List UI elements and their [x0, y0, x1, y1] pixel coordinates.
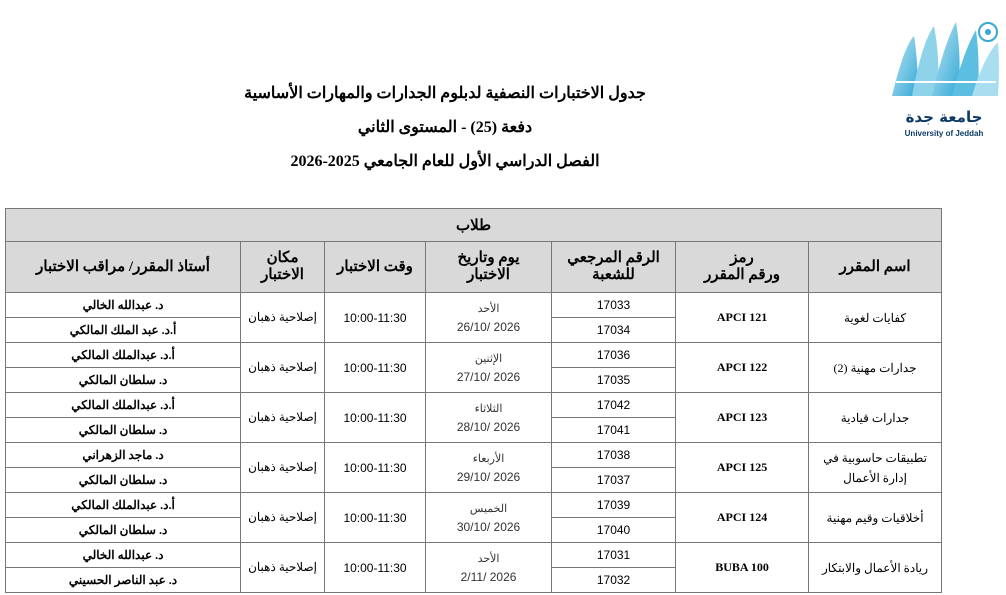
exam-day: الثلاثاء [474, 402, 503, 415]
exam-date: 26/10/ 2026 [456, 319, 521, 334]
instructor-cell: أ.د. عبدالملك المالكي [6, 493, 241, 518]
instructor-cell: د. سلطان المالكي [6, 418, 241, 443]
table-row [6, 293, 942, 318]
exam-place-cell: إصلاحية ذهبان [241, 443, 325, 493]
col-header-section: الرقم المرجعي للشعبة [552, 242, 676, 293]
exam-date: 28/10/ 2026 [456, 419, 521, 434]
course-code-cell: APCI 124 [676, 493, 809, 543]
exam-day: الأحد [477, 552, 500, 565]
table-row [6, 343, 942, 368]
col-header-course-code: رمز ورقم المقرر [676, 242, 809, 293]
section-number-cell: 17036 [552, 343, 676, 368]
section-number-cell: 17035 [552, 368, 676, 393]
exam-place-cell: إصلاحية ذهبان [241, 343, 325, 393]
course-name-cell: تطبيقات حاسوبية في إدارة الأعمال [809, 443, 942, 493]
course-name-cell: ريادة الأعمال والابتكار [809, 543, 942, 593]
course-code-cell: APCI 125 [676, 443, 809, 493]
section-number-cell: 17042 [552, 393, 676, 418]
exam-day-date-cell [426, 343, 552, 393]
instructor-cell: د. عبد الناصر الحسيني [6, 568, 241, 593]
instructor-cell: د. سلطان المالكي [6, 368, 241, 393]
table-row [6, 543, 942, 568]
university-logo-icon [888, 16, 1006, 100]
table-row [6, 493, 942, 518]
instructor-cell: د. ماجد الزهراني [6, 443, 241, 468]
instructor-cell: أ.د. عبدالملك المالكي [6, 343, 241, 368]
section-number-cell: 17039 [552, 493, 676, 518]
col-header-time: وقت الاختبار [325, 242, 426, 293]
semester-subtitle: الفصل الدراسي الأول للعام الجامعي 2025-2026 [290, 153, 600, 170]
section-number-cell: 17037 [552, 468, 676, 493]
exam-schedule-table [5, 208, 942, 593]
exam-day-date-cell [426, 393, 552, 443]
course-name-cell: كفايات لغوية [809, 293, 942, 343]
university-logo [888, 16, 1006, 138]
exam-date: 30/10/ 2026 [456, 519, 521, 534]
instructor-cell: د. سلطان المالكي [6, 518, 241, 543]
table-row [6, 443, 942, 468]
exam-date: 27/10/ 2026 [456, 369, 521, 384]
col-header-instructor: أستاذ المقرر/ مراقب الاختبار [6, 242, 241, 293]
exam-time-cell: 10:00-11:30 [325, 393, 426, 443]
exam-day-date-cell [426, 543, 552, 593]
table-row [6, 393, 942, 418]
document-title: جدول الاختبارات النصفية لدبلوم الجدارات والمهارات الأساسية [244, 85, 646, 102]
section-number-cell: 17031 [552, 543, 676, 568]
group-header: طلاب [6, 209, 942, 242]
course-name-cell: جدارات مهنية (2) [809, 343, 942, 393]
exam-time-cell: 10:00-11:30 [325, 493, 426, 543]
exam-place-cell: إصلاحية ذهبان [241, 393, 325, 443]
section-number-cell: 17040 [552, 518, 676, 543]
exam-place-cell: إصلاحية ذهبان [241, 543, 325, 593]
exam-day-date-cell [426, 293, 552, 343]
section-number-cell: 17032 [552, 568, 676, 593]
course-name-cell: جدارات قيادية [809, 393, 942, 443]
document-titles [230, 84, 660, 172]
col-header-course-name: اسم المقرر [809, 242, 942, 293]
col-header-day-date: يوم وتاريخ الاختبار [426, 242, 552, 293]
course-code-cell: BUBA 100 [676, 543, 809, 593]
exam-time-cell: 10:00-11:30 [325, 293, 426, 343]
instructor-cell: د. سلطان المالكي [6, 468, 241, 493]
batch-level-subtitle: دفعة (25) - المستوى الثاني [357, 119, 533, 136]
exam-day: الأحد [477, 302, 500, 315]
exam-day-date-cell [426, 493, 552, 543]
instructor-cell: أ.د. عبد الملك المالكي [6, 318, 241, 343]
exam-day: الإثنين [474, 352, 503, 365]
exam-time-cell: 10:00-11:30 [325, 443, 426, 493]
instructor-cell: أ.د. عبدالملك المالكي [6, 393, 241, 418]
exam-date: 29/10/ 2026 [456, 469, 521, 484]
instructor-cell: د. عبدالله الخالي [6, 293, 241, 318]
course-code-cell: APCI 123 [676, 393, 809, 443]
course-code-cell: APCI 122 [676, 343, 809, 393]
exam-day: الأربعاء [472, 452, 505, 465]
exam-day: الخميس [469, 502, 508, 515]
university-name-ar: جامعة جدة [905, 108, 983, 126]
exam-time-cell: 10:00-11:30 [325, 543, 426, 593]
university-name-en: University of Jeddah [904, 129, 984, 138]
section-number-cell: 17033 [552, 293, 676, 318]
col-header-place: مكان الاختبار [241, 242, 325, 293]
section-number-cell: 17034 [552, 318, 676, 343]
section-number-cell: 17038 [552, 443, 676, 468]
exam-place-cell: إصلاحية ذهبان [241, 293, 325, 343]
instructor-cell: د. عبدالله الخالي [6, 543, 241, 568]
course-name-cell: أخلاقيات وقيم مهنية [809, 493, 942, 543]
exam-day-date-cell [426, 443, 552, 493]
exam-date: 2/11/ 2026 [460, 569, 517, 584]
exam-place-cell: إصلاحية ذهبان [241, 493, 325, 543]
exam-time-cell: 10:00-11:30 [325, 343, 426, 393]
course-code-cell: APCI 121 [676, 293, 809, 343]
section-number-cell: 17041 [552, 418, 676, 443]
